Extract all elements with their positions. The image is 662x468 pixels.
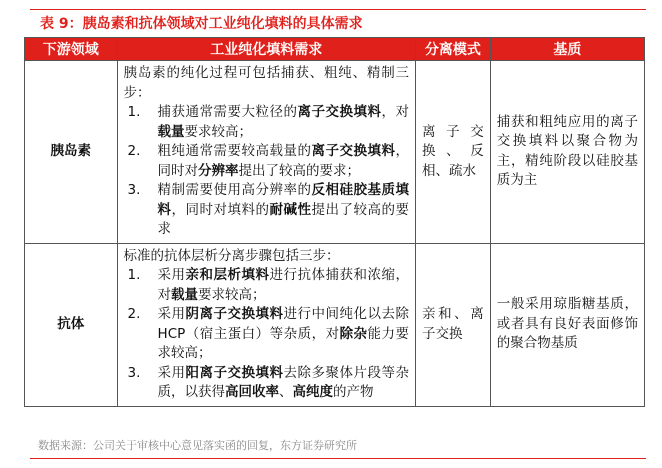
emphasis-text: 高回收率 — [225, 384, 280, 400]
mode-cell: 离子交换、反相、疏水 — [416, 61, 491, 244]
emphasis-text: 阴离子交换填料 — [185, 306, 284, 322]
header-mode: 分离模式 — [416, 38, 491, 61]
table-title: 表 9：胰岛素和抗体领域对工业纯化填料的具体需求 — [40, 16, 363, 32]
requirement-item — [124, 305, 409, 364]
requirement-cell — [117, 61, 415, 244]
emphasis-text: 载量 — [157, 123, 185, 140]
emphasis-text: 载量 — [171, 286, 199, 303]
table-row — [25, 243, 645, 406]
requirement-intro: 胰岛素的纯化过程可包括捕获、粗纯、精制三步： — [123, 65, 410, 101]
emphasis-text: 耐碱性 — [269, 201, 312, 218]
item-number: 2. — [127, 143, 141, 159]
requirement-intro: 标准的抗体层析分离步骤包括三步： — [123, 247, 340, 264]
plain-text: 精制需要使用高分辨率的 — [157, 182, 312, 198]
item-text — [158, 103, 409, 142]
requirement-item — [124, 181, 409, 240]
matrix-cell: 捕获和粗纯应用的离子交换填料以聚合物为主，精纯阶段以硅胶基质为主 — [490, 61, 644, 244]
header-domain: 下游领域 — [25, 38, 118, 61]
item-text — [158, 142, 409, 181]
emphasis-text: 反相硅胶基质填料 — [157, 182, 410, 218]
plain-text: 去除多聚体片段等杂质，以获得 — [157, 364, 410, 400]
plain-text: 能力要求较高； — [157, 325, 410, 361]
domain-cell: 胰岛素 — [25, 61, 118, 244]
top-rule — [30, 9, 646, 10]
item-text — [158, 364, 409, 403]
emphasis-text: 阳离子交换填料 — [185, 364, 284, 381]
plain-text: 提出了较高的要求； — [238, 162, 361, 179]
requirement-cell — [117, 243, 415, 406]
plain-text: ，对 — [381, 104, 410, 120]
domain-cell: 抗体 — [25, 243, 118, 406]
header-matrix: 基质 — [490, 38, 644, 61]
item-number: 1. — [127, 104, 141, 120]
requirement-item — [124, 142, 409, 181]
table-row — [25, 61, 645, 244]
plain-text: 进行中间纯化以去除 HCP（宿主蛋白）等杂质，对 — [157, 306, 410, 342]
plain-text: ，同时对 — [157, 143, 410, 179]
emphasis-text: 分辨率 — [198, 162, 239, 179]
requirement-item — [124, 364, 409, 403]
requirements-table — [24, 37, 645, 407]
source-note: 数据来源：公司关于审核中心意见落实函的回复，东方证券研究所 — [38, 439, 357, 452]
requirement-item — [124, 103, 409, 142]
item-text — [158, 305, 409, 364]
requirement-item — [124, 266, 409, 305]
emphasis-text: 亲和层析填料 — [185, 267, 270, 283]
item-number: 3. — [127, 364, 141, 381]
item-number: 1. — [127, 267, 141, 283]
emphasis-text: 离子交换填料 — [311, 143, 396, 159]
item-text — [158, 181, 409, 240]
plain-text: 捕获通常需要大粒径的 — [157, 104, 298, 120]
plain-text: 采用 — [157, 364, 186, 381]
emphasis-text: 高纯度 — [292, 384, 334, 400]
header-requirement: 工业纯化填料需求 — [117, 38, 415, 61]
plain-text: 、 — [279, 384, 293, 400]
plain-text: 的产物 — [333, 384, 374, 400]
plain-text: ，同时对填料的 — [171, 201, 270, 218]
plain-text: 粗纯通常需要较高载量的 — [157, 143, 312, 159]
emphasis-text: 除杂 — [339, 325, 368, 342]
matrix-cell: 一般采用琼脂糖基质，或者具有良好表面修饰的聚合物基质 — [490, 243, 644, 406]
emphasis-text: 离子交换填料 — [297, 104, 382, 120]
plain-text: 要求较高； — [184, 123, 253, 140]
header-row — [25, 38, 645, 61]
plain-text: 进行抗体捕获和浓缩，对 — [157, 267, 410, 303]
plain-text: 提出了较高的要求 — [157, 201, 410, 237]
item-text — [158, 266, 409, 305]
item-number: 2. — [127, 306, 141, 322]
plain-text: 采用 — [157, 267, 186, 283]
plain-text: 采用 — [157, 306, 186, 322]
mode-cell: 亲和、离子交换 — [416, 243, 491, 406]
item-number: 3. — [127, 182, 141, 198]
bottom-rule — [30, 458, 646, 459]
plain-text: 要求较高； — [198, 286, 266, 303]
